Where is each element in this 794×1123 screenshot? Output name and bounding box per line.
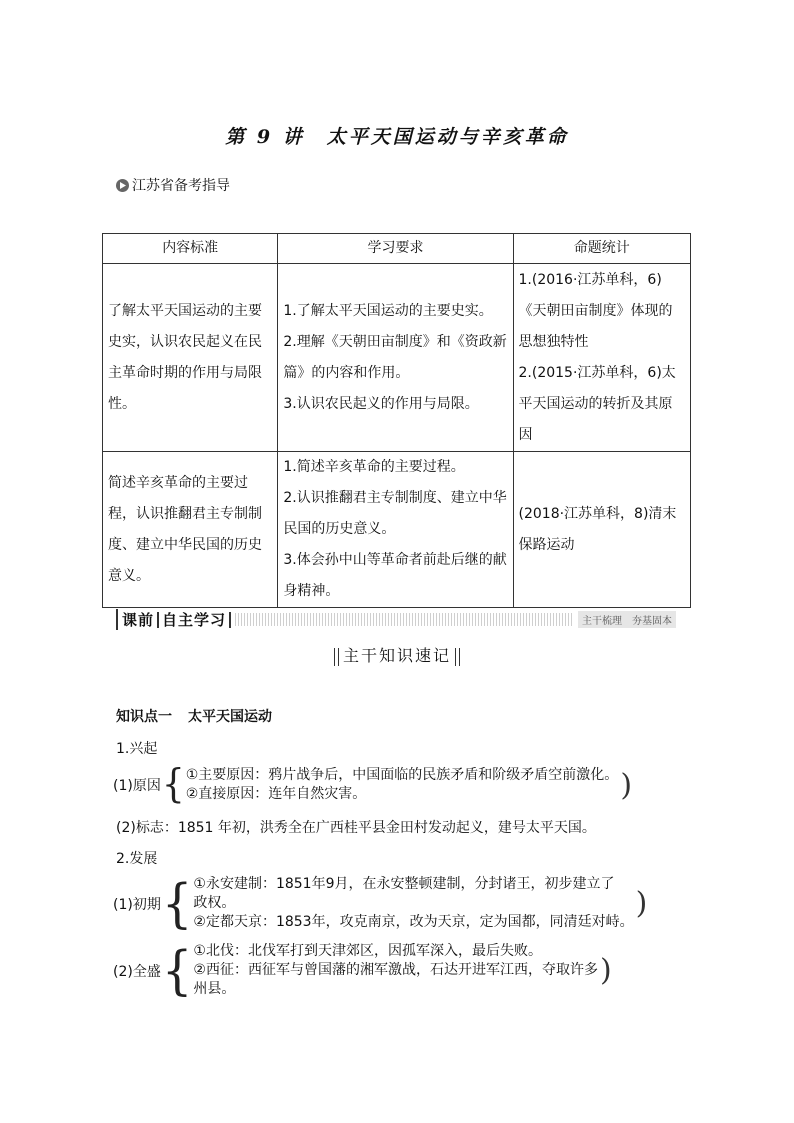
table-cell-stats	[513, 452, 690, 608]
peak-block	[113, 939, 612, 1002]
table-header: 学习要求	[278, 234, 513, 264]
list-item: 政权。	[193, 895, 236, 911]
left-brace-icon: {	[161, 872, 193, 935]
list-item: ①北伐：北伐军打到天津郊区，因孤军深入，最后失败。	[193, 943, 542, 959]
guide-label: 江苏省备考指导	[132, 178, 230, 194]
requirement-item: 1.简述辛亥革命的主要过程。	[283, 459, 465, 475]
left-brace-icon: {	[161, 761, 185, 807]
list-item: 州县。	[193, 981, 236, 997]
table-header-row	[103, 234, 691, 264]
table-row	[103, 452, 691, 608]
banner-part2: 自主学习	[162, 611, 227, 629]
banner-part1: 课前	[122, 611, 155, 629]
section-banner	[116, 609, 676, 630]
table-cell-requirements	[278, 452, 513, 608]
page-title: 第 9 讲 太平天国运动与辛亥革命	[225, 126, 569, 148]
early-label: (1)初期	[113, 896, 161, 913]
table-header: 命题统计	[513, 234, 690, 264]
cause-label: (1)原因	[113, 778, 161, 794]
requirement-item: 1.了解太平天国运动的主要史实。	[283, 302, 493, 319]
list-item: ①主要原因：鸦片战争后，中国面临的民族矛盾和阶级矛盾空前激化。	[185, 767, 619, 783]
right-paren-icon: )	[620, 767, 633, 803]
knowledge-point-title: 太平天国运动	[188, 709, 272, 725]
requirement-item: 2.认识推翻君主专制制度、建立中华民国的历史意义。	[283, 490, 507, 537]
list-item: ①永安建制：1851年9月，在永安整顿建制，分封诸王，初步建立了	[193, 876, 615, 892]
requirement-item: 3.体会孙中山等革命者前赴后继的献身精神。	[283, 552, 507, 599]
section-heading: 2.发展	[116, 851, 158, 867]
knowledge-point-heading	[116, 706, 272, 726]
requirement-item: 2.理解《天朝田亩制度》和《资政新篇》的内容和作用。	[283, 333, 507, 381]
table-cell-standard: 了解太平天国运动的主要史实，认识农民起义在民主革命时期的作用与局限性。	[103, 264, 278, 452]
cause-block	[113, 761, 633, 807]
banner-right-label: 主干梳理 夯基固本	[578, 611, 676, 628]
table-cell-standard: 简述辛亥革命的主要过程，认识推翻君主专制制度、建立中华民国的历史意义。	[103, 452, 278, 608]
curriculum-table	[102, 233, 691, 608]
knowledge-point-label: 知识点一	[116, 709, 172, 725]
play-circle-icon	[116, 179, 129, 192]
early-block	[113, 872, 648, 935]
peak-items	[193, 942, 598, 999]
peak-label: (2)全盛	[113, 963, 161, 980]
left-brace-icon: {	[161, 939, 193, 1002]
sign-text: (2)标志：1851 年初，洪秀全在广西桂平县金田村发动起义，建号太平天国。	[116, 820, 596, 836]
banner-pattern	[235, 613, 574, 626]
stat-item: 1.(2016·江苏单科，6)《天朝田亩制度》体现的思想独特性	[518, 271, 673, 350]
table-header: 内容标准	[103, 234, 278, 264]
list-item: ②直接原因：连年自然灾害。	[185, 786, 367, 802]
stat-item: (2018·江苏单科，8)清末保路运动	[518, 505, 677, 553]
banner-title	[116, 609, 231, 630]
cause-items	[186, 766, 619, 804]
list-item: ②西征：西征军与曾国藩的湘军激战，石达开进军江西，夺取许多	[193, 962, 598, 978]
list-item: ②定都天京：1853年，攻克南京，改为天京，定为国都，同清廷对峙。	[193, 914, 634, 930]
stat-item: 2.(2015·江苏单科，6)太平天国运动的转折及其原因	[518, 364, 676, 443]
table-row	[103, 264, 691, 452]
table-cell-requirements	[278, 264, 513, 452]
subheading	[0, 643, 794, 666]
requirement-item: 3.认识农民起义的作用与局限。	[283, 395, 479, 412]
right-paren-icon: )	[635, 886, 648, 921]
early-items	[193, 875, 633, 932]
subheading-text: 主干知识速记	[342, 646, 451, 665]
table-cell-stats	[513, 264, 690, 452]
section-heading: 1.兴起	[116, 741, 158, 757]
guide-heading	[116, 175, 230, 195]
right-paren-icon: )	[599, 953, 612, 988]
